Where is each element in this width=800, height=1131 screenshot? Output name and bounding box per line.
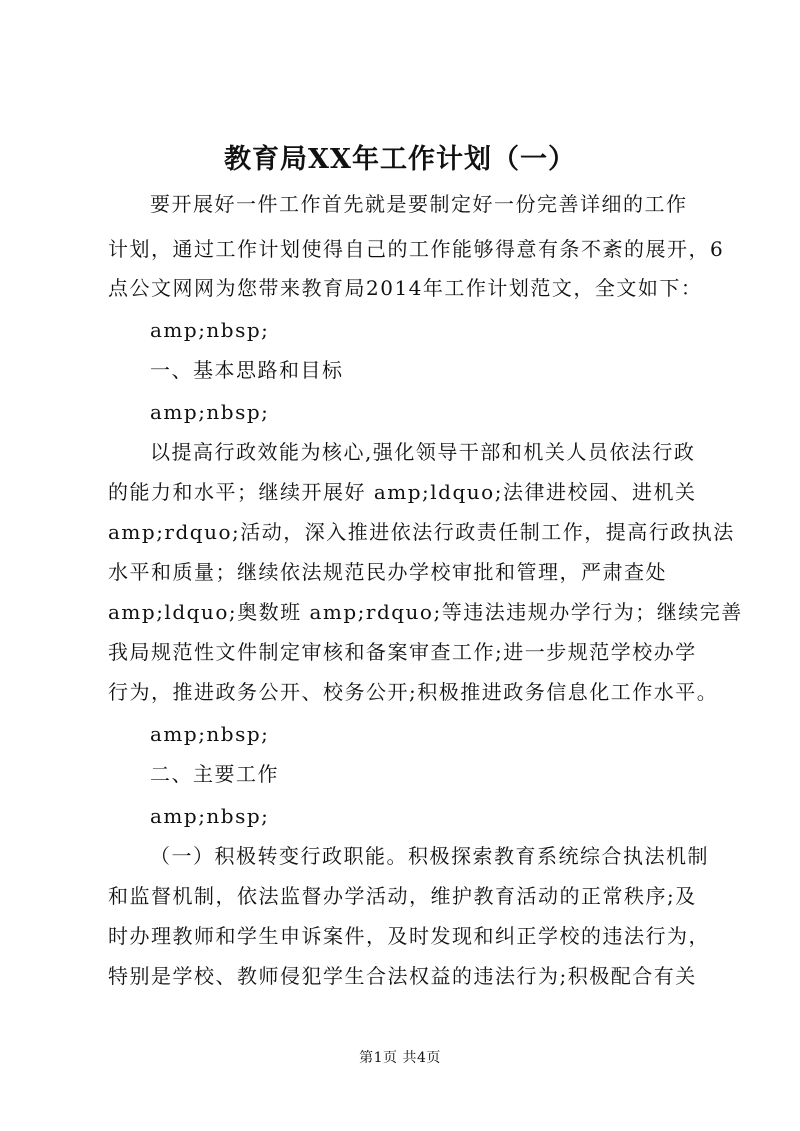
body-line: 要开展好一件工作首先就是要制定好一份完善详细的工作 (150, 192, 688, 216)
body-line: 计划，通过工作计划使得自己的工作能够得意有条不紊的展开，6 (108, 237, 725, 261)
body-line: 特别是学校、教师侵犯学生合法权益的违法行为;积极配合有关 (108, 964, 697, 988)
body-line: 点公文网网为您带来教育局2014年工作计划范文，全文如下： (108, 276, 703, 300)
body-line: 的能力和水平；继续开展好 amp;ldquo;法律进校园、进机关 (108, 480, 697, 504)
body-line: 以提高行政效能为核心,强化领导干部和机关人员依法行政 (150, 440, 696, 464)
body-line: 和监督机制，依法监督办学活动，维护教育活动的正常秩序;及 (108, 884, 697, 908)
body-line: amp;nbsp; (150, 318, 270, 342)
body-line: amp;nbsp; (150, 400, 270, 424)
body-line: 行为，推进政务公开、校务公开;积极推进政务信息化工作水平。 (108, 680, 719, 704)
section-heading: 二、主要工作 (150, 762, 279, 786)
document-title: 教育局XX年工作计划（一） (224, 144, 576, 175)
body-line: 水平和质量；继续依法规范民办学校审批和管理，严肃查处 (108, 560, 667, 584)
body-line: （一）积极转变行政职能。积极探索教育系统综合执法机制 (150, 844, 709, 868)
body-line: amp;nbsp; (150, 804, 270, 828)
body-line: amp;rdquo;活动，深入推进依法行政责任制工作，提高行政执法 (108, 520, 735, 544)
body-line: 时办理教师和学生申诉案件，及时发现和纠正学校的违法行为， (108, 924, 710, 948)
body-line: 我局规范性文件制定审核和备案审查工作;进一步规范学校办学 (108, 640, 697, 664)
body-line: amp;nbsp; (150, 722, 270, 746)
page-footer: 第1页 共4页 (359, 1050, 441, 1066)
body-line: amp;ldquo;奥数班 amp;rdquo;等违法违规办学行为；继续完善 (108, 600, 743, 624)
section-heading: 一、基本思路和目标 (150, 358, 344, 382)
